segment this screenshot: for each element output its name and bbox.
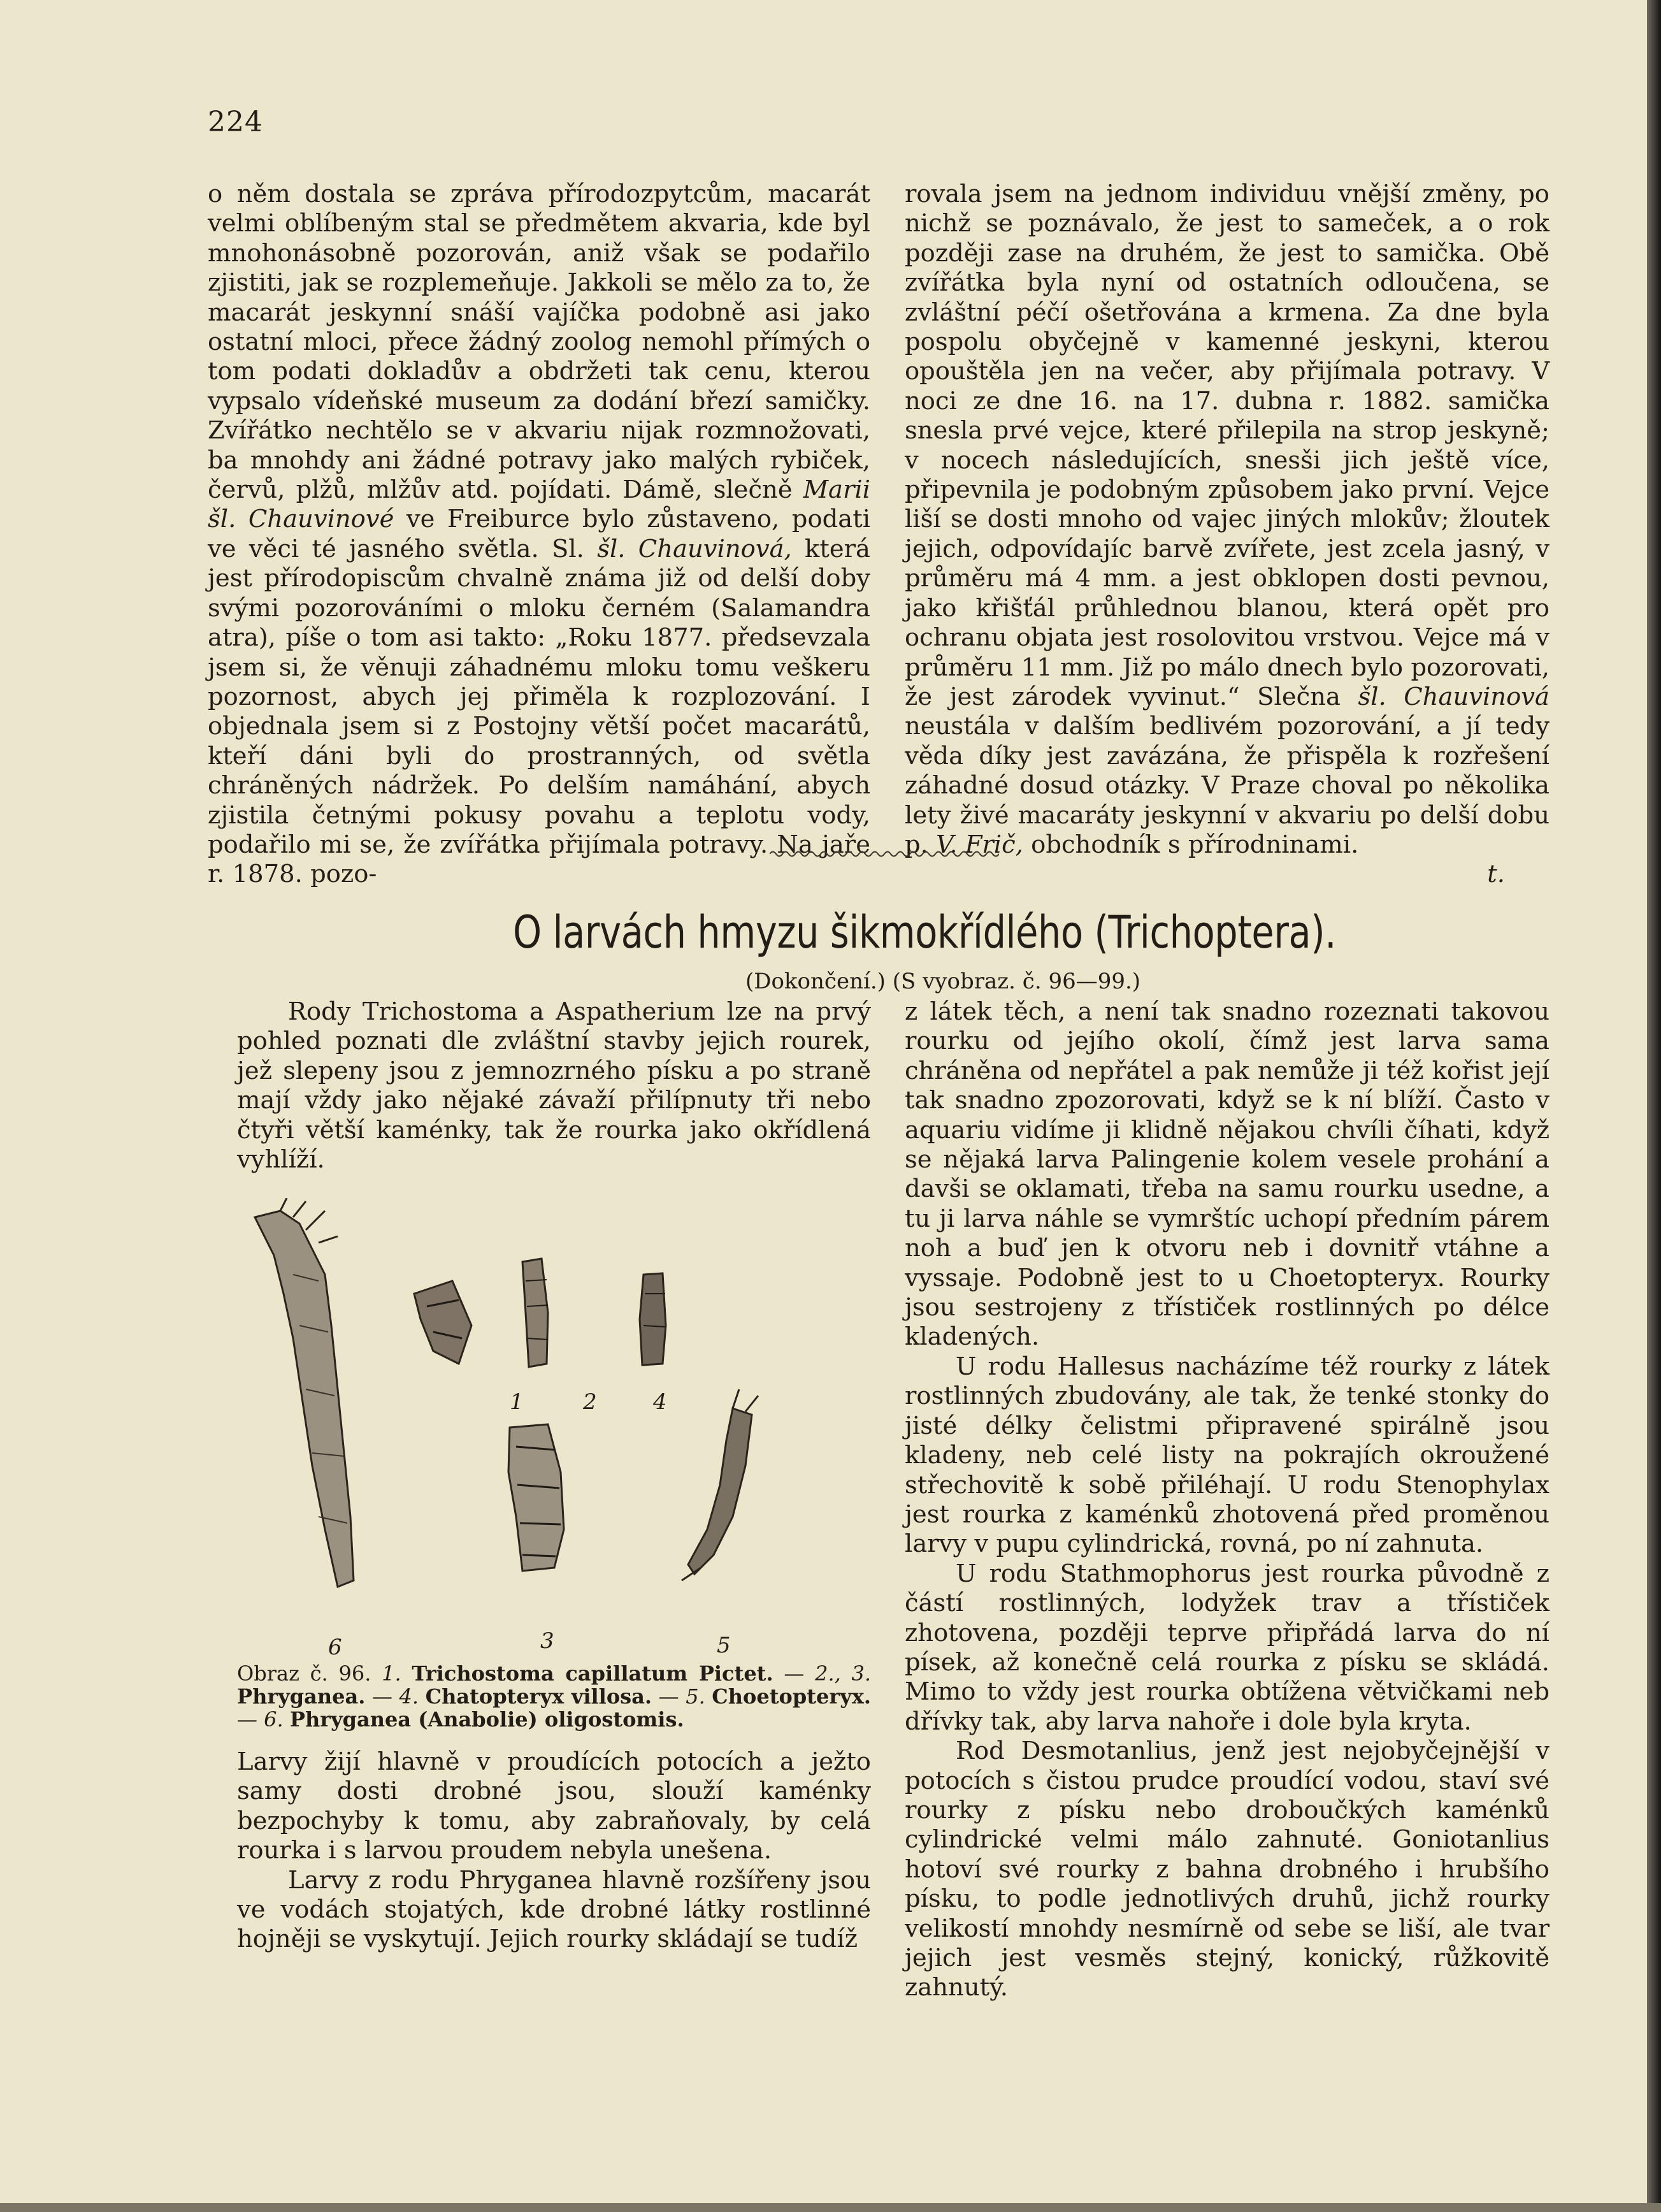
figure-caption: Obraz č. 96. 1. Trichostoma capillatum Pictet. — 2., 3. Phryganea. — 4. Chatopteryx villosa. — 5. Choetopteryx. — 6. Phryganea (Anabolie) oligostomis. (237, 1661, 872, 1731)
paragraph: Larvy žijí hlavně v proudících potocích a ježto samy dosti drobné jsou, slouží kaménky bezpochyby k tomu, aby zabraňovaly, by celá rourka i s larvou proudem nebyla unešena. (237, 1747, 871, 1865)
case-1-illustration (414, 1281, 471, 1364)
case-4-illustration (640, 1273, 666, 1365)
paragraph: U rodu Hallesus nacházíme též rourky z látek rostlinných zbudovány, ale tak, že tenké stonky do jisté délky čelistmi připravené spirálně jsou kladeny, neb celé listy na pokrajích okroužené střechovitě k sobě přiléhají. U rodu Stenophylax jest rourka z kaménků zhotovená před proměnou larvy v pupu cylindrická, rovná, po ní zahnuta. (905, 1352, 1550, 1559)
figure-label-4: 4 (653, 1389, 667, 1415)
upper-column-right (905, 180, 1550, 890)
figure-label-3: 3 (540, 1628, 554, 1654)
paragraph: Rody Trichostoma a Aspatherium lze na prvý pohled poznati dle zvláštní stavby jejich rourek, jež slepeny jsou z jemnozrného písku a po straně mají vždy jako nějaké závaží přilípnuty tři nebo čtyři větší kaménky, tak že rourka jako okřídlená vyhlíží. (237, 997, 871, 1175)
page-number: 224 (208, 106, 263, 138)
figure-illustration (242, 1198, 873, 1657)
case-3-illustration (508, 1424, 564, 1571)
figure-label-6: 6 (328, 1635, 342, 1660)
paragraph: z látek těch, a není tak snadno rozeznati takovou rourku od jejího okolí, čímž jest larva sama chráněna od nepřátel a pak nemůže ji též kořist její tak snadno zpozorovati, když se k ní blíží. Často v aquariu vidíme ji klidně nějakou chvíli číhati, když se nějaká larva Palingenie kolem vesele prohání a davši se oklamati, třeba na samu rourku usedne, a tu ji larva náhle se vymrštíc uchopí předním párem noh a buď jen k otvoru neb i dovnitř vtáhne a vyssaje. Podobně jest to u Choetopteryx. Rourky jsou sestrojeny z třístiček rostlinných po délce kladených. (905, 997, 1550, 1352)
paragraph: Larvy z rodu Phryganea hlavně rozšířeny jsou ve vodách stojatých, kde drobné látky rostlinné hojněji se vyskytují. Jejich rourky skládají se tudíž (237, 1865, 871, 1954)
section-divider-ornament (770, 848, 999, 860)
case-2-illustration (522, 1259, 548, 1367)
figure-caddis-cases (242, 1198, 873, 1660)
lower-column-left-bottom (237, 1747, 871, 1955)
author-signature: t. (1487, 860, 1505, 889)
paragraph: U rodu Stathmophorus jest rourka původně z částí rostlinných, lodyžek trav a třístiček zhotovena, později teprve připřádá larva do ní písek, až konečně celá rourka z písku se skládá. Mimo to vždy jest rourka obtížena větvičkami neb dřívky tak, aby larva nahoře i dole byla kryta. (905, 1559, 1550, 1736)
article-subtitle: (Dokončení.) (S vyobraz. č. 96—99.) (745, 969, 1141, 994)
figure-label-5: 5 (717, 1633, 731, 1658)
paragraph: rovala jsem na jednom individuu vnější změny, po nichž se poznávalo, že jest to sameček, a o rok později zase na druhém, že jest to samička. Obě zvířátka byla nyní od ostatních odloučena, se zvláštní péčí ošetřována a krmena. Za dne byla pospolu obyčejně v kamenné jeskyni, kterou opouštěla jen na večer, aby přijímala potravy. V noci ze dne 16. na 17. dubna r. 1882. samička snesla prvé vejce, které přilepila na strop jeskyně; v nocech následujících, snesši jich ještě více, připevnila je podobným způsobem jako první. Vejce liší se dosti mnoho od vajec jiných mlokův; žloutek jejich, odpovídajíc barvě zvířete, jest zcela jasný, v průměru má 4 mm. a jest obklopen dosti pevnou, jako křišťál průhlednou blanou, která opět pro ochranu objata jest rosolovitou vrstvou. Vejce má v průměru 11 mm. Již po málo dnech bylo pozorovati, že jest zárodek vyvinut.“ Slečna šl. Chauvinová neustála v dalším bedlivém pozorování, a jí tedy věda díky jest zavázána, že přispěla k rozřešení záhadné dosud otázky. V Praze choval po několika lety živé macaráty jeskynní v akvariu po delší dobu p. V. Frič, obchodník s přírodninami. (905, 180, 1550, 859)
figure-label-2: 2 (583, 1389, 597, 1415)
case-6-illustration (255, 1198, 354, 1587)
article-title: O larvách hmyzu šikmokřídlého (Trichoptera). (513, 906, 1337, 958)
lower-column-left-top (237, 997, 871, 1175)
paragraph: Rod Desmotanlius, jenž jest nejobyčejnější v potocích s čistou prudce proudící vodou, staví své rourky z písku nebo droboučkých kaménků cylindrické velmi málo zahnuté. Goniotanlius hotoví své rourky z bahna drobného i hrubšího písku, to podle jednotlivých druhů, jichž rourky velikostí mnohdy nesmírně od sebe se liší, ale tvar jejich jest vesměs stejný, konický, růžkovitě zahnutý. (905, 1737, 1550, 2002)
paragraph: o něm dostala se zpráva přírodozpytcům, macarát velmi oblíbeným stal se předmětem akvaria, kde byl mnohonásobně pozorován, aniž však se podařilo zjistiti, jak se rozplemeňuje. Jakkoli se mělo za to, že macarát jeskynní snáší vajíčka podobně asi jako ostatní mloci, přece žádný zoolog nemohl přímých o tom podati dokladův a obdržeti tak cenu, kterou vypsalo vídeňské museum za dodání březí samičky. Zvířátko nechtělo se v akvariu nijak rozmnožovati, ba mnohdy ani žádné potravy jako malých rybiček, červů, plžů, mlžův atd. pojídati. Dámě, slečně Marii šl. Chauvinové ve Freiburce bylo zůstaveno, podati ve věci té jasného světla. Sl. šl. Chauvinová, která jest přírodopiscům chvalně známa již od delší doby svými pozorováními o mloku černém (Salamandra atra), píše o tom asi takto: „Roku 1877. předsevzala jsem si, že věnuji záhadnému mloku tomu veškeru pozornost, abych jej přiměla k rozplozování. I objednala jsem si z Postojny větší počet macarátů, kteří dáni byli do prostranných, od světla chráněných nádržek. Po delším namáhání, abych zjistila četnými pokusy povahu a teplotu vody, podařilo mi se, že zvířátka přijímala potravy. Na jaře r. 1878. pozo- (208, 180, 871, 889)
page-edge-shadow (1647, 0, 1661, 2212)
case-5-illustration (682, 1389, 758, 1580)
upper-column-left (208, 180, 870, 890)
lower-column-right (905, 997, 1550, 2003)
figure-label-1: 1 (510, 1389, 524, 1415)
page-bottom-edge (0, 2203, 1661, 2212)
